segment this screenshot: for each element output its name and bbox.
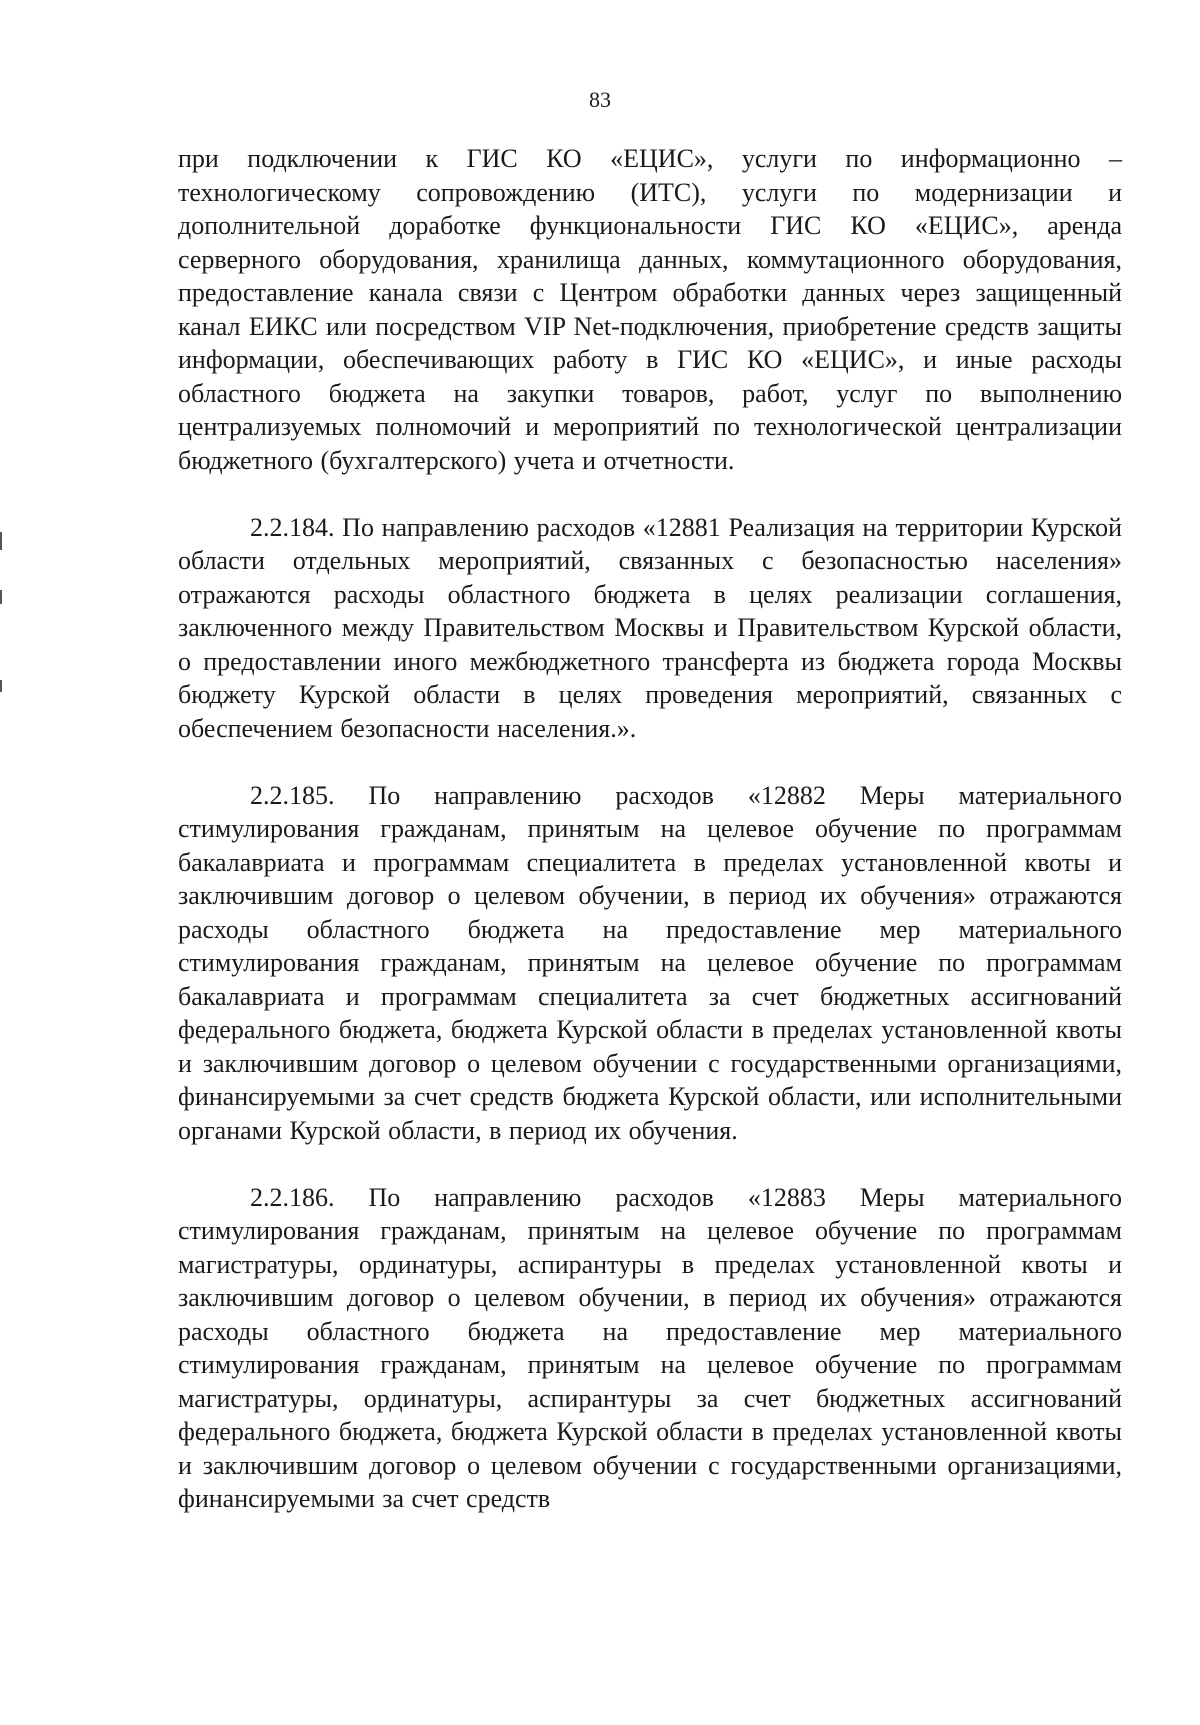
- scan-margin-mark: [0, 680, 2, 692]
- page-number: 83: [589, 87, 611, 112]
- paragraph-2-2-186: 2.2.186. По направлению расходов «12883 Меры материального стимулирования гражданам, принятым на целевое обучение по программам магистратуры, ординатуры, аспирантуры в пределах установленной квоты и заключившим договор о целевом обучении, в период их обучения» отражаются расходы областного бюджета на предоставление мер материального стимулирования гражданам, принятым на целевое обучение по программам магистратуры, ординатуры, аспирантуры за счет бюджетных ассигнований федерального бюджета, бюджета Курской области в пределах установленной квоты и заключившим договор о целевом обучении с государственными организациями, финансируемыми за счет средств: [178, 1182, 1122, 1513]
- paragraph-2-2-185: 2.2.185. По направлению расходов «12882 Меры материального стимулирования гражданам, принятым на целевое обучение по программам бакалавриата и программам специалитета в пределах установленной квоты и заключившим договор о целевом обучении, в период их обучения» отражаются расходы областного бюджета на предоставление мер материального стимулирования гражданам, принятым на целевое обучение по программам бакалавриата и программам специалитета за счет бюджетных ассигнований федерального бюджета, бюджета Курской области в пределах установленной квоты и заключившим договор о целевом обучении с государственными организациями, финансируемыми за счет средств бюджета Курской области, или исполнительными органами Курской области, в период их обучения.: [178, 780, 1122, 1145]
- paragraph-2-2-184: 2.2.184. По направлению расходов «12881 Реализация на территории Курской области отдельных мероприятий, связанных с безопасностью населения» отражаются расходы областного бюджета в целях реализации соглашения, заключенного между Правительством Москвы и Правительством Курской области, о предоставлении иного межбюджетного трансферта из бюджета города Москвы бюджету Курской области в целях проведения мероприятий, связанных с обеспечением безопасности населения.».: [178, 512, 1122, 743]
- scan-margin-mark: [0, 590, 2, 604]
- document-body: [178, 142, 1122, 1516]
- scan-margin-mark: [0, 532, 2, 550]
- paragraph-continuation: при подключении к ГИС КО «ЕЦИС», услуги по информационно – технологическому сопровождению (ИТС), услуги по модернизации и дополнительной доработке функциональности ГИС КО «ЕЦИС», аренда серверного оборудования, хранилища данных, коммутационного оборудования, предоставление канала связи с Центром обработки данных через защищенный канал ЕИКС или посредством VIP Net-подключения, приобретение средств защиты информации, обеспечивающих работу в ГИС КО «ЕЦИС», и иные расходы областного бюджета на закупки товаров, работ, услуг по выполнению централизуемых полномочий и мероприятий по технологической централизации бюджетного (бухгалтерского) учета и отчетности.: [178, 144, 1122, 475]
